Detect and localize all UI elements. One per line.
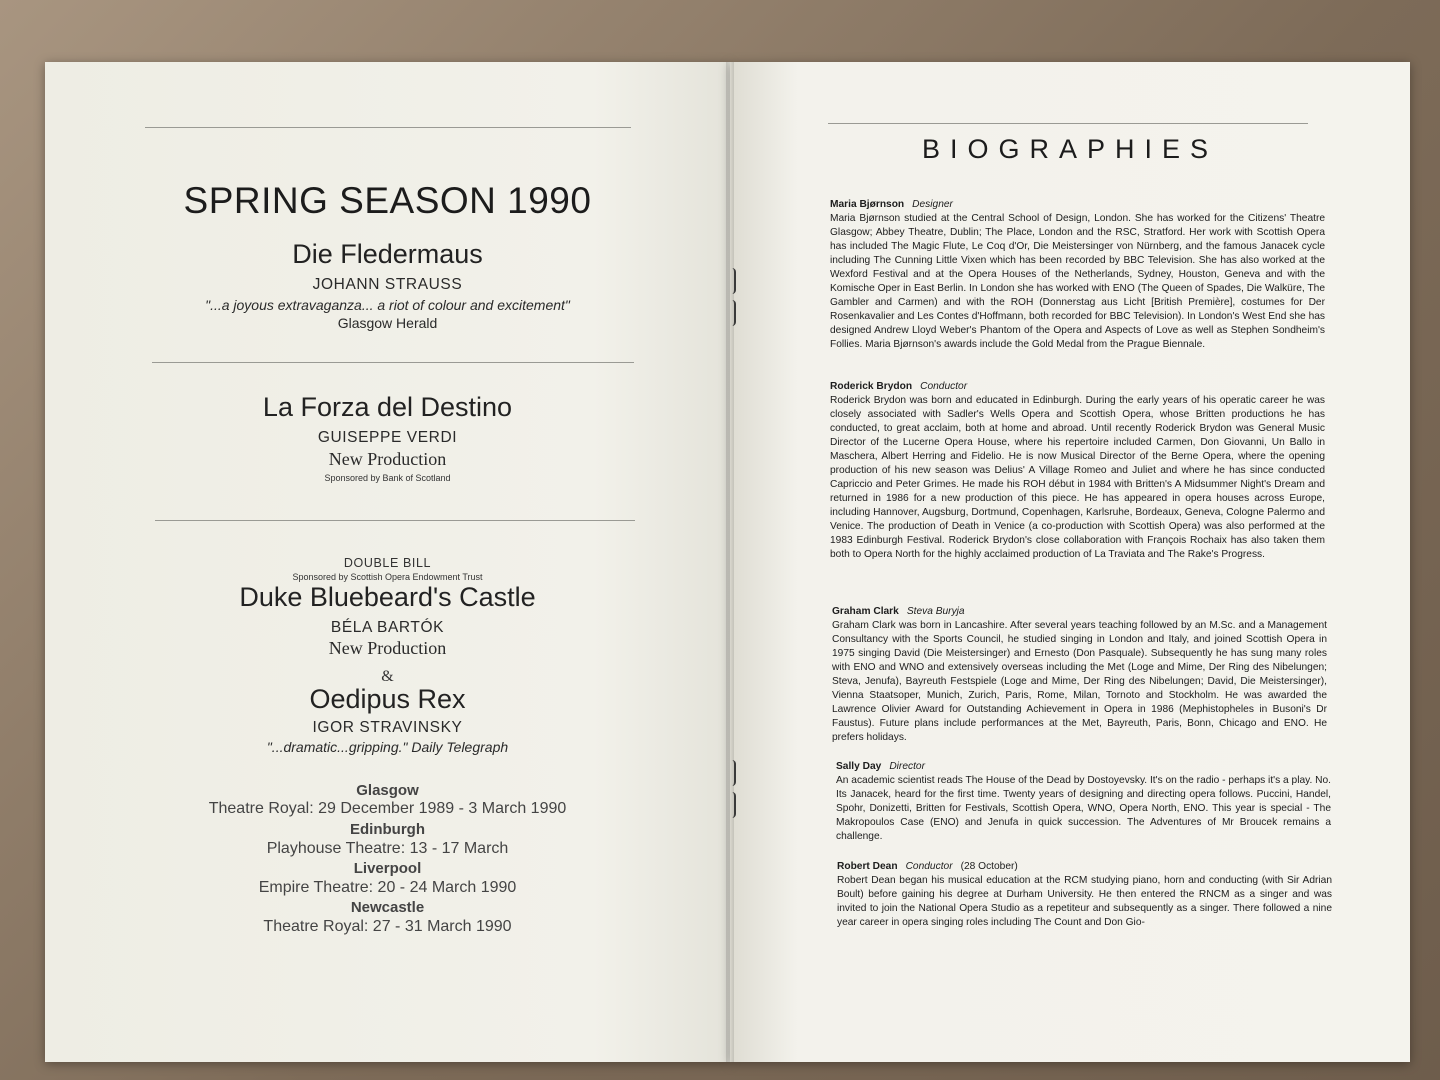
venue-city: Liverpool (353, 860, 422, 877)
staple (730, 792, 736, 818)
bio-role: Designer (912, 199, 953, 210)
bio-name: Robert Dean (837, 861, 898, 872)
double-bill-label: DOUBLE BILL (343, 556, 432, 570)
bluebeard-title: Duke Bluebeard's Castle (239, 582, 536, 612)
fledermaus-composer: JOHANN STRAUSS (312, 276, 463, 293)
forza-sponsor: Sponsored by Bank of Scotland (324, 473, 451, 483)
venue-city: Newcastle (350, 899, 425, 916)
forza-note: New Production (328, 449, 447, 469)
divider (155, 520, 635, 521)
bio-role: Conductor (905, 861, 953, 872)
bio-role: Conductor (920, 381, 968, 392)
bio-name: Maria Bjørnson (830, 199, 905, 210)
season-title: SPRING SEASON 1990 (183, 180, 592, 221)
bio-entry (837, 860, 1332, 930)
venue-city: Edinburgh (350, 821, 425, 838)
forza-title: La Forza del Destino (262, 392, 513, 422)
double-bill-sponsor: Sponsored by Scottish Opera Endowment Trust (292, 572, 483, 582)
bio-entry (832, 605, 1327, 745)
bio-entry (836, 760, 1331, 844)
divider (152, 362, 634, 363)
fledermaus-source: Glasgow Herald (337, 315, 438, 331)
oedipus-composer: IGOR STRAVINSKY (312, 719, 463, 736)
bio-text: Robert Dean began his musical education at the RCM studying piano, horn and conducting (with Sir Adrian Boult) before gaining his degree at Durham University. He then entered the RNCM as a singer and was invited to join the National Opera Studio as a repetiteur and subsequently as a singer. There followed a nine year career in opera singing roles including The Count and Don Gio- (837, 875, 1332, 928)
forza-composer: GUISEPPE VERDI (317, 429, 458, 446)
bio-role: Director (889, 761, 925, 772)
bio-entry (830, 198, 1325, 352)
venue-detail: Theatre Royal: 29 December 1989 - 3 March 1990 (208, 800, 567, 817)
fledermaus-title: Die Fledermaus (292, 239, 483, 269)
bio-text: Roderick Brydon was born and educated in Edinburgh. During the early years of his operatic career he was closely associated with Sadler's Wells Opera and Scottish Opera, whose Britten productions he has conducted, to great acclaim, both at home and abroad. Until recently Roderick Brydon was General Music Director of the Lucerne Opera House, where his repertoire included Carmen, Don Giovanni, Un Ballo in Maschera, Albert Herring and Fidelio. He is now Musical Director of the Berne Opera, where the opening production of his new season was Delius' A Village Romeo and Juliet and where he has since conducted Capriccio and Peter Grimes. He made his ROH début in 1984 with Britten's A Midsummer Night's Dream and returned in 1986 for a new production of this piece. He has appeared in opera houses across Europe, including Hannover, Augsburg, Dortmund, Copenhagen, Karlsruhe, Bordeaux, Geneva, Cologne Palermo and Venice. The production of Death in Venice (a co-production with Scottish Opera) was also performed at the 1983 Edinburgh Festival. Roderick Brydon's close collaboration with François Rochaix has also taken them both to Opera North for the highly acclaimed production of La Traviata and The Rake's Progress. (830, 395, 1325, 560)
bio-role: Steva Buryja (906, 606, 965, 617)
oedipus-quote: "...dramatic...gripping." Daily Telegraph (266, 739, 509, 755)
bio-entry (830, 380, 1325, 562)
bio-text: Maria Bjørnson studied at the Central School of Design, London. She has worked for the Citizens' Theatre Glasgow; Abbey Theatre, Dublin; The Place, London and the RSC, Stratford. Her work with Scottish Opera has included The Magic Flute, Le Coq d'Or, Die Meistersinger von Nürnberg, and the famous Janacek cycle including The Cunning Little Vixen which has been recorded by BBC Television. She has also worked at the Wexford Festival and at the Opera Houses of the Netherlands, Sydney, Houston, Geneva and with the Komische Oper in East Berlin. In London she has worked with ENO (The Queen of Spades, Die Walküre, The Gambler and Carmen) and with the ROH (Donnerstag aus Licht [British Première], costumes for Der Rosenkavalier and Les Contes d'Hoffmann, both recorded for BBC Television). In London's West End she has designed Andrew Lloyd Weber's Phantom of the Opera and Aspects of Love as well as Stephen Sondheim's Follies. Maria Bjørnson's awards include the Gold Medal from the Prague Biennale. (830, 213, 1325, 350)
bio-name: Roderick Brydon (830, 381, 913, 392)
ampersand: & (381, 668, 394, 685)
venue-detail: Theatre Royal: 27 - 31 March 1990 (263, 918, 512, 935)
bio-date: (28 October) (960, 861, 1018, 872)
oedipus-title: Oedipus Rex (309, 684, 466, 714)
divider (145, 127, 631, 128)
venue-detail: Playhouse Theatre: 13 - 17 March (266, 840, 509, 857)
divider (828, 123, 1308, 124)
bluebeard-composer: BÉLA BARTÓK (330, 619, 445, 636)
fledermaus-quote: "...a joyous extravaganza... a riot of colour and excitement" (205, 297, 570, 313)
bio-name: Sally Day (836, 761, 882, 772)
biographies-heading: BIOGRAPHIES (921, 134, 1219, 164)
bio-text: An academic scientist reads The House of the Dead by Dostoyevsky. It's on the radio - perhaps it's a play. No. Its Janacek, heard for the first time. Twenty years of designing and directing opera follows. Puccini, Handel, Spohr, Donizetti, Britten for Festivals, Scottish Opera, WNO, Opera North, ENO. This year is special - The Makropoulos Case (ENO) and Jenufa in quick succession. The Adventures of Mr Broucek remains a challenge. (836, 775, 1331, 842)
bio-name: Graham Clark (832, 606, 899, 617)
bluebeard-note: New Production (328, 638, 447, 658)
bio-text: Graham Clark was born in Lancashire. After several years teaching followed by an M.Sc. and a Management Consultancy with the Sports Council, he studied singing in London and Italy, and joined Scottish Opera in 1975 singing David (Die Meistersinger) and Ernesto (Don Pasquale). Subsequently he has sung many roles with ENO and WNO and extensively overseas including the Met (Loge and Mime, Der Ring des Nibelungen; Steva, Jenufa), Bayreuth Festspiele (Loge and Mime, Der Ring des Nibelungen; David, Die Meistersinger), Vienna Staatsoper, Munich, Zurich, Paris, Rome, Milan, Tornoto and Stockholm. He was awarded the Lawrence Olivier Award for Outstanding Achievement in Opera in 1986 (Mephistopheles in Busoni's Dr Faustus). Future plans include performances at the Met, Bayreuth, Paris, Bonn, Chicago and ENO. He prefers holidays. (832, 620, 1327, 743)
venue-detail: Empire Theatre: 20 - 24 March 1990 (258, 879, 517, 896)
venue-city: Glasgow (356, 782, 419, 799)
staple (730, 760, 736, 786)
staple (730, 300, 736, 326)
staple (730, 268, 736, 294)
